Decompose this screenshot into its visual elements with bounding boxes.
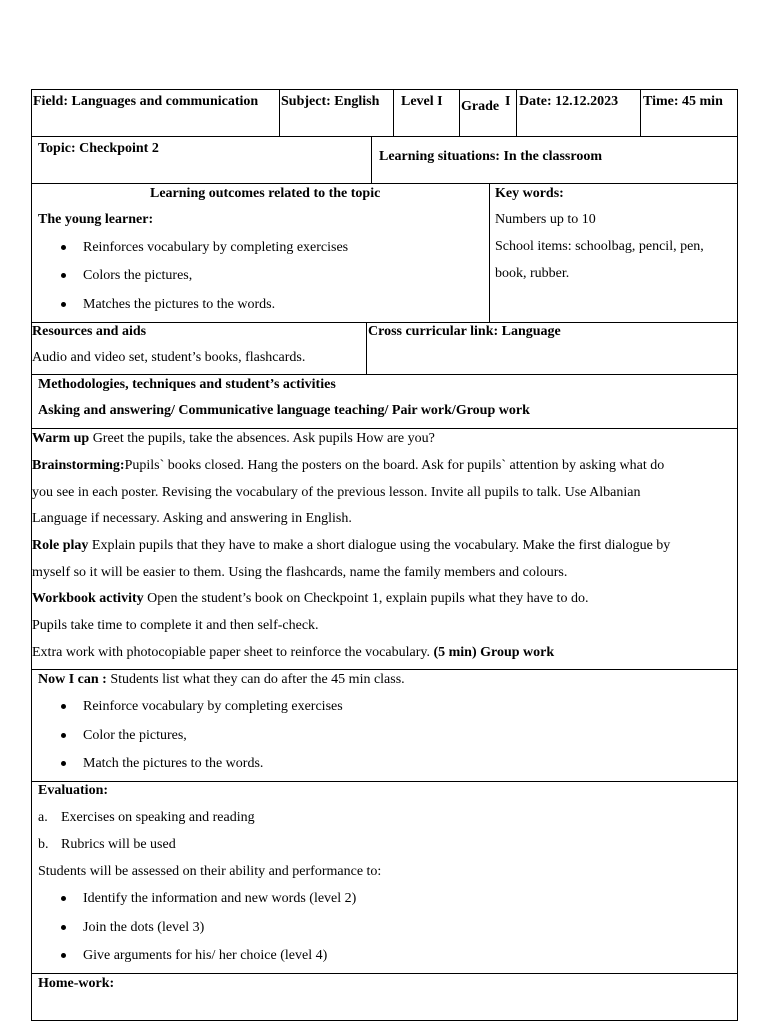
now-i-can-item: Reinforce vocabulary by completing exercises [83, 699, 343, 714]
now-i-can-item: Match the pictures to the words. [83, 756, 264, 771]
methods-list: Asking and answering/ Communicative language teaching/ Pair work/Group work [38, 403, 530, 418]
evaluation-marker-a: a. [38, 810, 48, 825]
evaluation-item-b: Rubrics will be used [61, 837, 176, 852]
brainstorming-text: Pupils` books closed. Hang the posters on the board. Ask for pupils` attention by asking what do [124, 458, 665, 473]
bullet-icon [61, 761, 66, 766]
workbook-line [32, 591, 588, 607]
role-play-line [32, 538, 670, 554]
warmup-line [32, 431, 435, 447]
now-i-can-label: Now I can : [38, 672, 107, 687]
assessment-item: Give arguments for his/ her choice (level 4) [83, 948, 328, 963]
homework-heading: Home-work: [38, 976, 115, 991]
outcome-item: Matches the pictures to the words. [83, 297, 276, 312]
resources-heading: Resources and aids [32, 324, 147, 339]
workbook-label: Workbook activity [32, 591, 144, 606]
time-label: Time: 45 min [643, 94, 723, 109]
topic-label: Topic: Checkpoint 2 [38, 141, 159, 156]
bullet-icon [61, 704, 66, 709]
methods-heading: Methodologies, techniques and student’s activities [38, 377, 336, 392]
keywords-line: School items: schoolbag, pencil, pen, [495, 239, 704, 254]
bullet-icon [61, 925, 66, 930]
warmup-label: Warm up [32, 431, 90, 446]
workbook-text: Open the student’s book on Checkpoint 1, explain pupils what they have to do. [143, 591, 589, 606]
warmup-text: Greet the pupils, take the absences. Ask pupils How are you? [89, 431, 435, 446]
bullet-icon [61, 302, 66, 307]
brainstorming-label: Brainstorming: [32, 458, 125, 473]
outcomes-heading: Learning outcomes related to the topic [150, 186, 381, 201]
assessment-item: Identify the information and new words (level 2) [83, 891, 357, 906]
workbook-text: Pupils take time to complete it and then self-check. [32, 618, 319, 633]
brainstorming-text: Language if necessary. Asking and answering in English. [32, 511, 352, 526]
homework-row [31, 973, 738, 1021]
keywords-line: book, rubber. [495, 266, 570, 281]
role-play-label: Role play [32, 538, 89, 553]
cross-curricular-link: Cross curricular link: Language [368, 324, 561, 339]
extra-work-text: Extra work with photocopiable paper sheet to reinforce the vocabulary. [32, 645, 434, 660]
evaluation-item-a: Exercises on speaking and reading [61, 810, 255, 825]
now-i-can-text: Students list what they can do after the 45 min class. [106, 672, 405, 687]
level-label: Level I [401, 94, 443, 109]
date-label: Date: 12.12.2023 [519, 94, 619, 109]
grade-value: I [505, 94, 511, 109]
resources-text: Audio and video set, student’s books, flashcards. [32, 350, 306, 365]
evaluation-marker-b: b. [38, 837, 49, 852]
young-learner-label: The young learner: [38, 212, 154, 227]
brainstorming-text: you see in each poster. Revising the vocabulary of the previous lesson. Invite all pupils to talk. Use Albanian [32, 485, 641, 500]
role-play-text: myself so it will be easier to them. Using the flashcards, name the family members and colours. [32, 565, 568, 580]
extra-work-bold: (5 min) Group work [433, 645, 555, 660]
keywords-heading: Key words: [495, 186, 564, 201]
outcome-item: Colors the pictures, [83, 268, 193, 283]
bullet-icon [61, 245, 66, 250]
learning-situations: Learning situations: In the classroom [379, 149, 602, 164]
extra-work-line [32, 645, 554, 661]
now-i-can-item: Color the pictures, [83, 728, 187, 743]
role-play-text: Explain pupils that they have to make a short dialogue using the vocabulary. Make the first dialogue by [88, 538, 671, 553]
bullet-icon [61, 896, 66, 901]
keywords-line: Numbers up to 10 [495, 212, 596, 227]
now-i-can-line [38, 672, 405, 688]
brainstorming-line [32, 458, 664, 474]
bullet-icon [61, 953, 66, 958]
bullet-icon [61, 733, 66, 738]
subject-label: Subject: English [281, 94, 380, 109]
bullet-icon [61, 273, 66, 278]
evaluation-heading: Evaluation: [38, 783, 109, 798]
assessment-item: Join the dots (level 3) [83, 920, 205, 935]
outcome-item: Reinforces vocabulary by completing exercises [83, 240, 349, 255]
field-label: Field: Languages and communication [33, 94, 259, 109]
grade-label: Grade [461, 99, 500, 114]
assessment-text: Students will be assessed on their ability and performance to: [38, 864, 382, 879]
